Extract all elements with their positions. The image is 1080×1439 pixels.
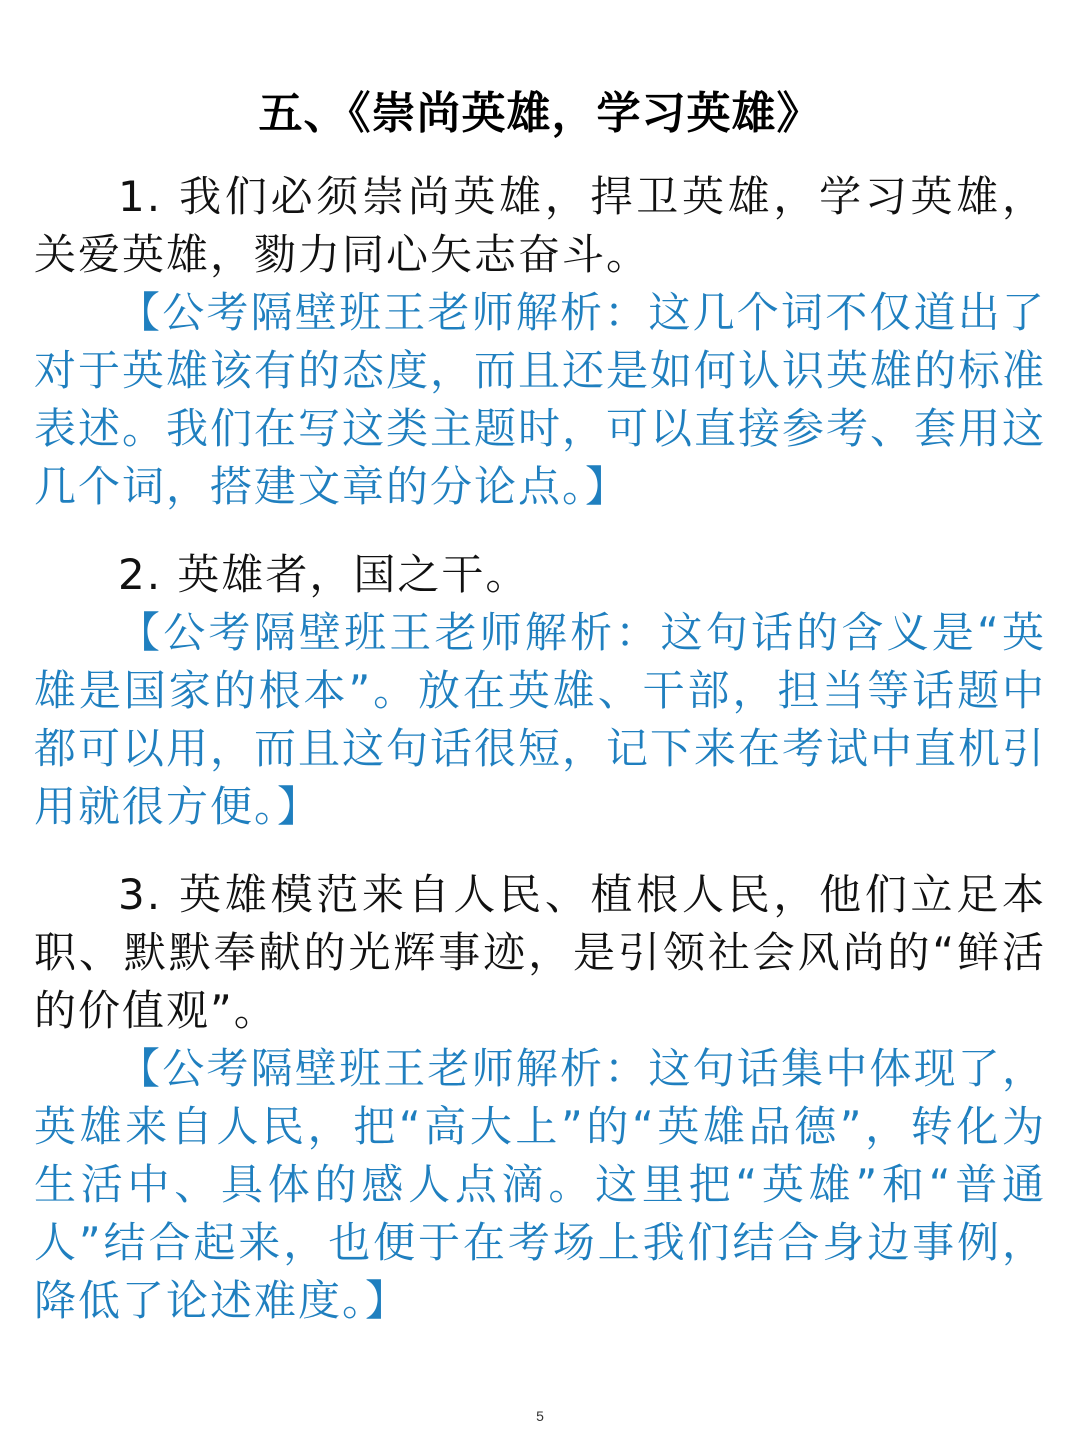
quote-3-analysis: 【公考隔壁班王老师解析：这句话集中体现了，英雄来自人民，把“高大上”的“英雄品德”，转化为生活中、具体的感人点滴。这里把“英雄”和“普通人”结合起来，也便于在考场上我们结合身边事例，降低了论述难度。】 bbox=[34, 1044, 1046, 1325]
quote-3-text: 3. 英雄模范来自人民、植根人民，他们立足本职、默默奉献的光辉事迹，是引领社会风尚的“鲜活的价值观”。 bbox=[34, 870, 1046, 1035]
page-number: 5 bbox=[536, 1408, 544, 1424]
quote-1-analysis: 【公考隔壁班王老师解析：这几个词不仅道出了对于英雄该有的态度，而且还是如何认识英雄的标准表述。我们在写这类主题时，可以直接参考、套用这几个词，搭建文章的分论点。】 bbox=[34, 288, 1047, 511]
quote-1-text: 1. 我们必须崇尚英雄，捍卫英雄，学习英雄，关爱英雄，勠力同心矢志奋斗。 bbox=[34, 172, 1046, 279]
quote-2-analysis: 【公考隔壁班王老师解析：这句话的含义是“英雄是国家的根本”。放在英雄、干部，担当等话题中都可以用，而且这句话很短，记下来在考试中直机引用就很方便。】 bbox=[34, 608, 1047, 831]
page-title: 五、《崇尚英雄，学习英雄》 bbox=[258, 88, 822, 139]
quote-2-text: 2. 英雄者，国之干。 bbox=[118, 550, 530, 599]
